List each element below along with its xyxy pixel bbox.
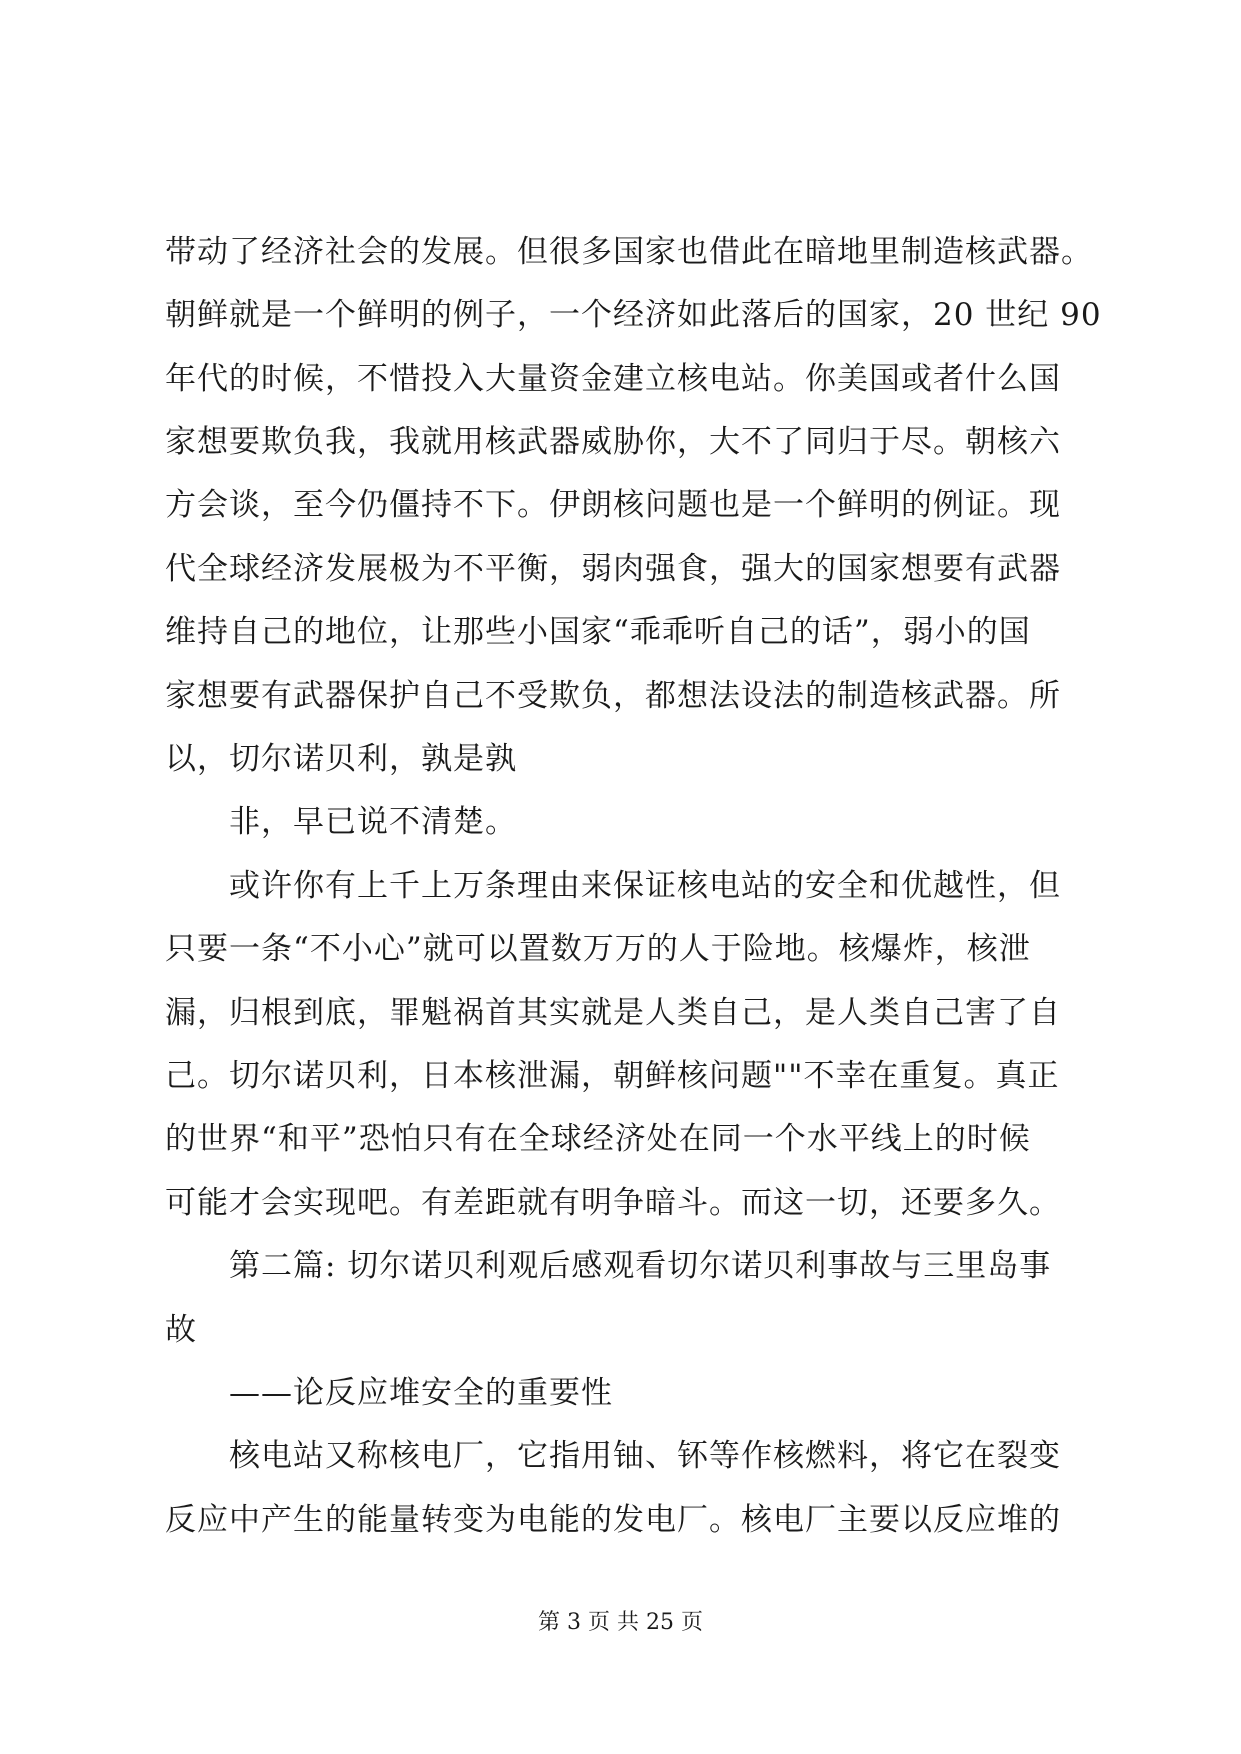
text-line: 漏，归根到底，罪魁祸首其实就是人类自己，是人类自己害了自 [165, 995, 1061, 1031]
text-line: 朝鲜就是一个鲜明的例子，一个经济如此落后的国家，20 世纪 90 [165, 297, 1102, 333]
section-subtitle: ——论反应堆安全的重要性 [229, 1375, 613, 1411]
text-line: 代全球经济发展极为不平衡，弱肉强食，强大的国家想要有武器 [165, 551, 1061, 587]
text-line: 年代的时候，不惜投入大量资金建立核电站。你美国或者什么国 [165, 361, 1061, 397]
page-number-footer: 第 3 页 共 25 页 [538, 1610, 703, 1635]
text-line: 以，切尔诺贝利，孰是孰 [165, 741, 517, 777]
section-heading: 第二篇: 切尔诺贝利观后感观看切尔诺贝利事故与三里岛事 [229, 1248, 1052, 1284]
text-line: 或许你有上千上万条理由来保证核电站的安全和优越性，但 [229, 868, 1061, 904]
text-line: 带动了经济社会的发展。但很多国家也借此在暗地里制造核武器。 [165, 234, 1093, 270]
text-line: 维持自己的地位，让那些小国家“乖乖听自己的话”，弱小的国 [165, 614, 1031, 650]
text-line: 的世界“和平”恐怕只有在全球经济处在同一个水平线上的时候 [165, 1121, 1031, 1157]
text-line: 家想要有武器保护自己不受欺负，都想法设法的制造核武器。所 [165, 678, 1061, 714]
section-heading-continued: 故 [165, 1312, 197, 1348]
text-line: 方会谈，至今仍僵持不下。伊朗核问题也是一个鲜明的例证。现 [165, 487, 1061, 523]
text-line: 只要一条“不小心”就可以置数万万的人于险地。核爆炸，核泄 [165, 931, 1031, 967]
text-line: 可能才会实现吧。有差距就有明争暗斗。而这一切，还要多久。 [165, 1185, 1061, 1221]
text-line: 己。切尔诺贝利，日本核泄漏，朝鲜核问题""不幸在重复。真正 [165, 1058, 1060, 1094]
text-line: 核电站又称核电厂，它指用铀、钚等作核燃料，将它在裂变 [229, 1438, 1061, 1474]
text-line: 非，早已说不清楚。 [229, 804, 517, 840]
text-line: 家想要欺负我，我就用核武器威胁你，大不了同归于尽。朝核六 [165, 424, 1061, 460]
text-line: 反应中产生的能量转变为电能的发电厂。核电厂主要以反应堆的 [165, 1502, 1061, 1538]
